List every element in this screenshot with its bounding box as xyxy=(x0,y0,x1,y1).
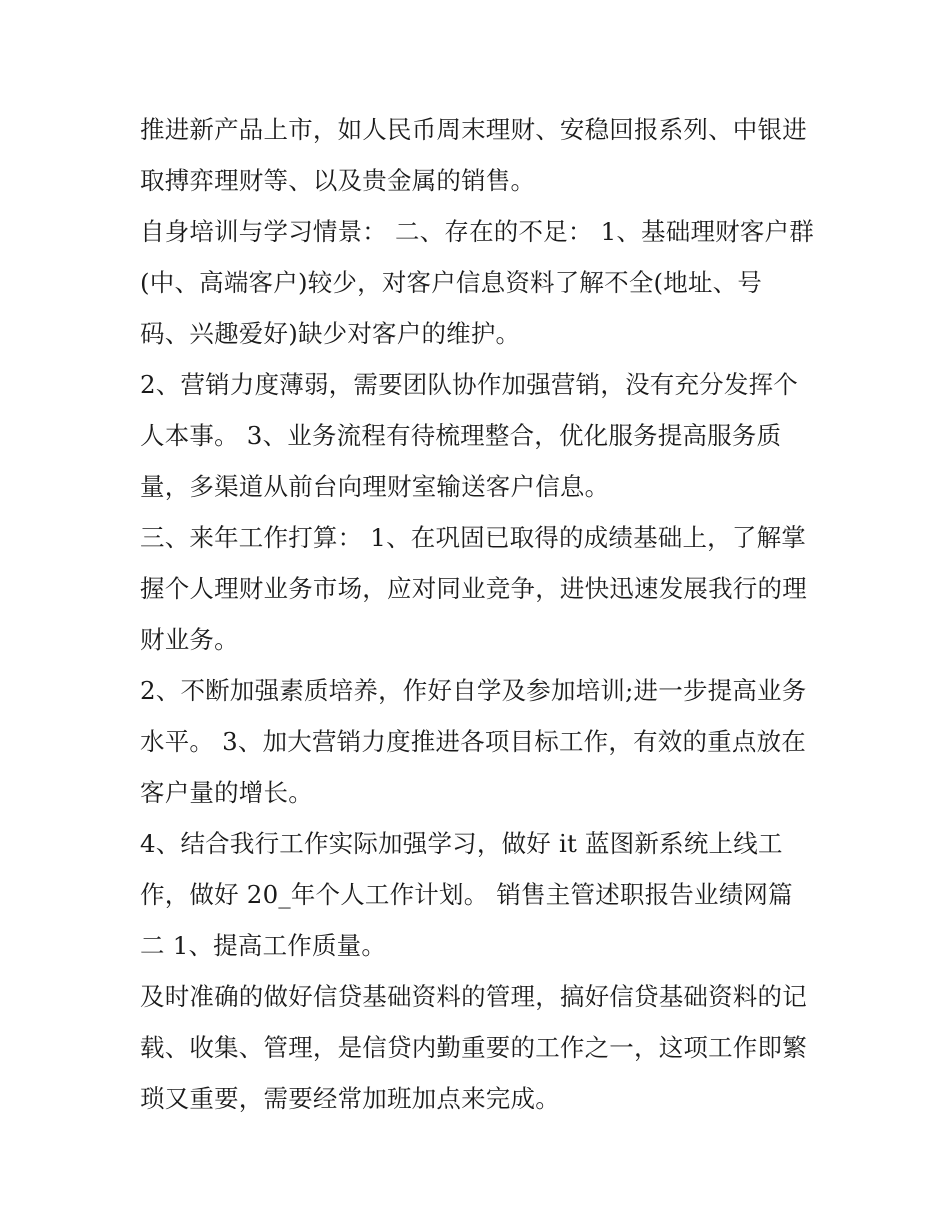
text-line: 作，做好 20_年个人工作计划。 销售主管述职报告业绩网篇 xyxy=(140,880,793,909)
text-line: 量，多渠道从前台向理财室输送客户信息。 xyxy=(140,472,610,501)
text-line: 琐又重要，需要经常加班加点来完成。 xyxy=(140,1084,560,1113)
text-line: 及时准确的做好信贷基础资料的管理，搞好信贷基础资料的记 xyxy=(140,982,807,1011)
text-line: 码、兴趣爱好)缺少对客户的维护。 xyxy=(140,319,521,348)
text-line: (中、高端客户)较少，对客户信息资料了解不全(地址、号 xyxy=(140,268,763,297)
text-line: 财业务。 xyxy=(140,625,239,654)
text-line: 2、不断加强素质培养，作好自学及参加培训;进一步提高业务 xyxy=(140,676,807,705)
document-body xyxy=(140,104,820,1124)
text-line: 取搏弈理财等、以及贵金属的销售。 xyxy=(140,166,536,195)
text-line: 载、收集、管理，是信贷内勤重要的工作之一，这项工作即繁 xyxy=(140,1033,807,1062)
text-line: 推进新产品上市，如人民币周末理财、安稳回报系列、中银进 xyxy=(140,115,807,144)
text-line: 2、营销力度薄弱，需要团队协作加强营销，没有充分发挥个 xyxy=(140,370,798,399)
text-line: 二 1、提高工作质量。 xyxy=(140,931,387,960)
text-line: 握个人理财业务市场，应对同业竞争，进快迅速发展我行的理 xyxy=(140,574,807,603)
text-line: 人本事。 3、业务流程有待梳理整合，优化服务提高服务质 xyxy=(140,421,782,450)
text-line: 水平。 3、加大营销力度推进各项目标工作，有效的重点放在 xyxy=(140,727,806,756)
text-line: 4、结合我行工作实际加强学习，做好 it 蓝图新系统上线工 xyxy=(140,829,783,858)
text-line: 三、来年工作打算： 1、在巩固已取得的成绩基础上，了解掌 xyxy=(140,523,806,552)
text-line: 自身培训与学习情景： 二、存在的不足： 1、基础理财客户群 xyxy=(140,217,814,246)
text-line: 客户量的增长。 xyxy=(140,778,313,807)
